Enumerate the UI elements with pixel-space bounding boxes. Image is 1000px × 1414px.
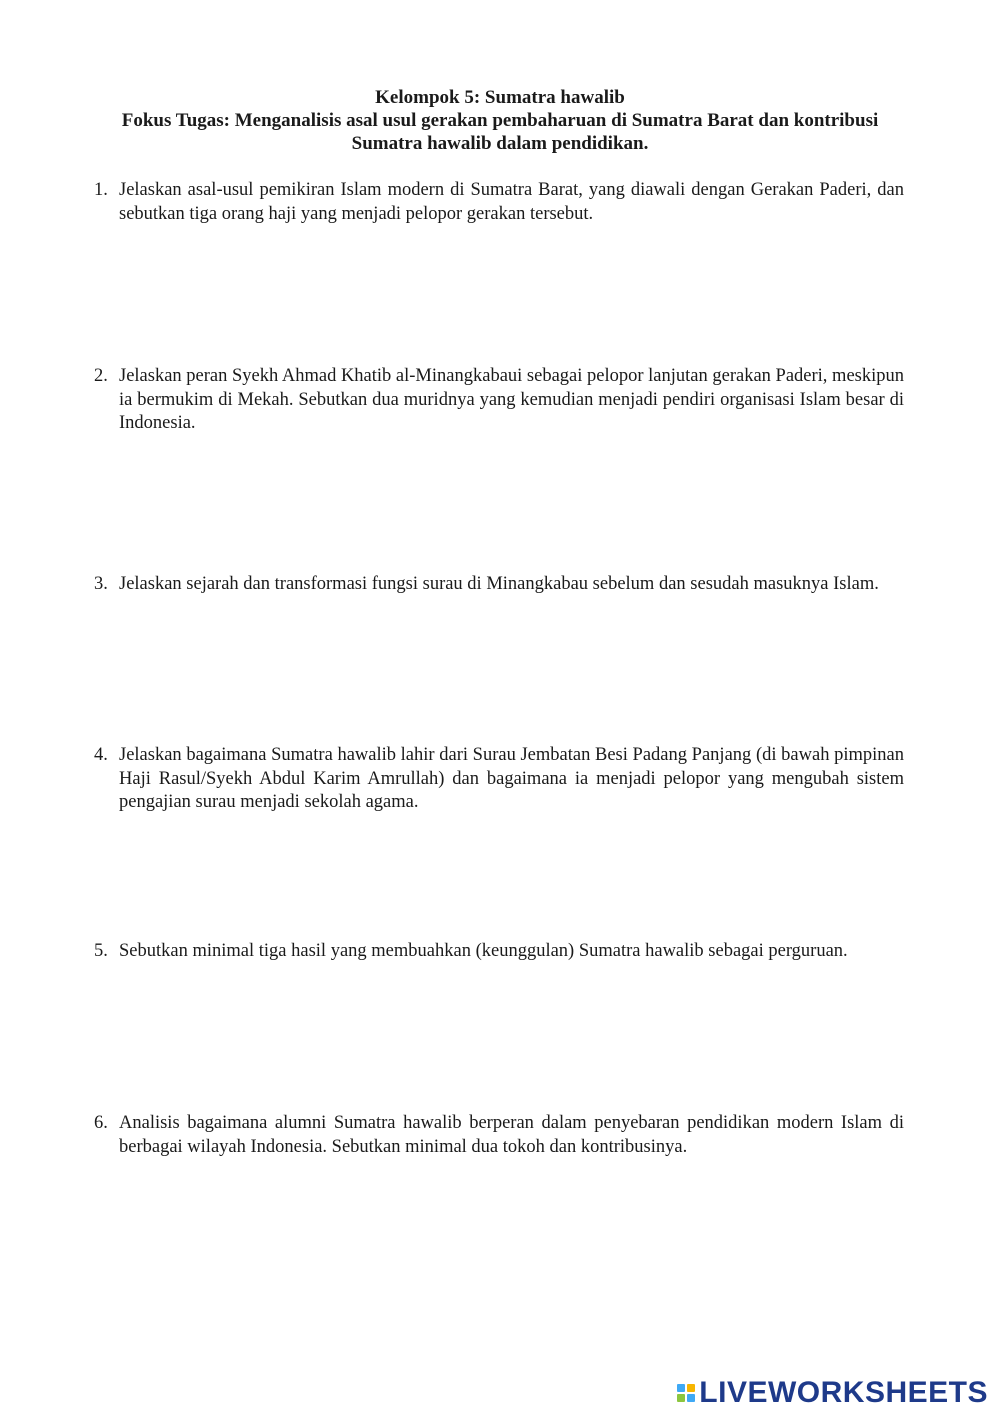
question-5 [94, 940, 904, 964]
document-title: Kelompok 5: Sumatra hawalib [375, 87, 625, 108]
focus-task-line-2: Sumatra hawalib dalam pendidikan. [351, 133, 649, 154]
question-text: Sebutkan minimal tiga hasil yang membuahkan (keunggulan) Sumatra hawalib sebagai perguruan. [119, 941, 848, 961]
question-text: Analisis bagaimana alumni Sumatra hawalib berperan dalam penyebaran pendidikan modern Islam di berbagai wilayah Indonesia. Sebutkan minimal dua tokoh dan kontribusinya. [119, 1113, 904, 1157]
question-2 [94, 365, 904, 436]
question-4 [94, 744, 904, 815]
question-text: Jelaskan peran Syekh Ahmad Khatib al-Minangkabaui sebagai pelopor lanjutan gerakan Paderi, meskipun ia bermukim di Mekah. Sebutkan dua muridnya yang kemudian menjadi pendiri organisasi Islam besar di Indonesia. [119, 366, 904, 433]
question-number: 1. [94, 180, 108, 200]
focus-task-line-1: Fokus Tugas: Menganalisis asal usul gerakan pembaharuan di Sumatra Barat dan kontribusi [121, 110, 879, 131]
question-text: Jelaskan bagaimana Sumatra hawalib lahir dari Surau Jembatan Besi Padang Panjang (di bawah pimpinan Haji Rasul/Syekh Abdul Karim Amrullah) dan bagaimana ia menjadi pelopor yang mengubah sistem pengajian surau menjadi sekolah agama. [119, 745, 904, 812]
document-header [92, 86, 908, 155]
question-number: 5. [94, 941, 108, 961]
question-3 [94, 573, 904, 597]
liveworksheets-logo-icon [677, 1384, 695, 1402]
question-number: 3. [94, 574, 108, 594]
liveworksheets-brand-text: LIVEWORKSHEETS [699, 1376, 988, 1409]
question-1 [94, 179, 904, 226]
liveworksheets-logo [677, 1378, 988, 1408]
question-text: Jelaskan sejarah dan transformasi fungsi surau di Minangkabau sebelum dan sesudah masuknya Islam. [119, 574, 879, 594]
question-number: 4. [94, 745, 108, 765]
question-number: 2. [94, 366, 108, 386]
question-text: Jelaskan asal-usul pemikiran Islam modern di Sumatra Barat, yang diawali dengan Gerakan Paderi, dan sebutkan tiga orang haji yang menjadi pelopor gerakan tersebut. [119, 180, 904, 224]
question-number: 6. [94, 1113, 108, 1133]
question-6 [94, 1112, 904, 1159]
